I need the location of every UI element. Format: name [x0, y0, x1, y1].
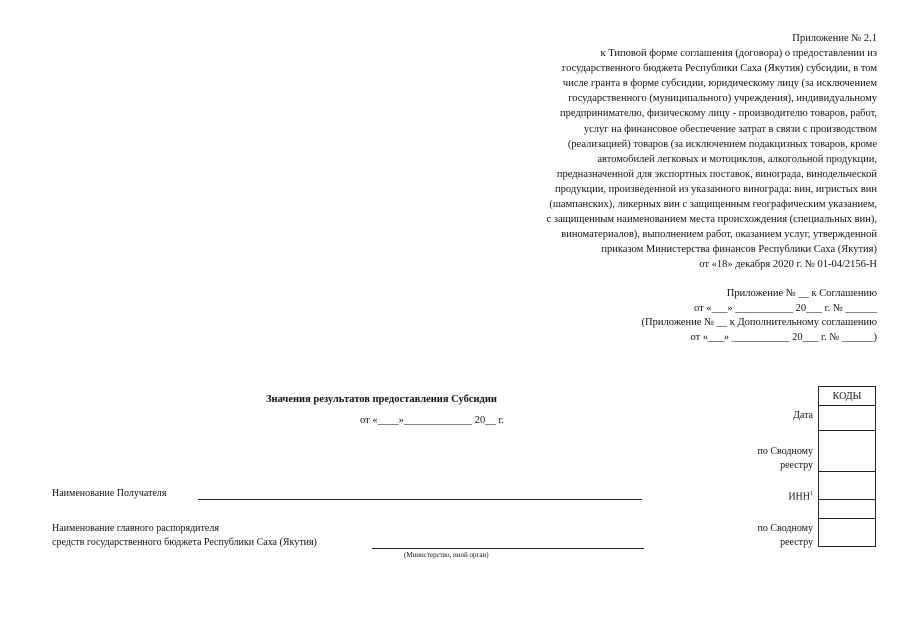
attachment-line: (Приложение № __ к Дополнительному соглашению	[641, 317, 877, 328]
attachment-line: Приложение № __ к Соглашению	[726, 288, 877, 299]
appendix-line: продукции, произведенной из указанного винограда: вин, игристых вин	[555, 183, 877, 195]
date-code-label: Дата	[793, 410, 813, 421]
registry2-code-cell[interactable]	[819, 519, 876, 547]
date-code-cell[interactable]	[819, 406, 876, 431]
agreement-attachment-block	[547, 287, 877, 345]
appendix-line: числе гранта в форме субсидии, юридическому лицу (за исключением	[562, 78, 877, 90]
registry-code-label-line1: по Сводному	[757, 446, 813, 457]
manager-label-line1: Наименование главного распорядителя	[52, 523, 219, 534]
registry-code-label	[758, 445, 813, 473]
codes-table	[818, 386, 876, 547]
recipient-label: Наименование Получателя	[52, 488, 167, 499]
manager-caption: (Министерство, иной орган)	[404, 551, 489, 559]
registry2-code-label-line1: по Сводному	[757, 523, 813, 534]
appendix-line: к Типовой форме соглашения (договора) о предоставлении из	[600, 48, 877, 60]
appendix-line: (реализацией) товаров (за исключением подакцизных товаров, кроме	[567, 138, 877, 150]
blank-code-cell[interactable]	[819, 500, 876, 519]
appendix-line: от «18» декабря 2020 г. № 01-04/2156-Н	[699, 259, 877, 271]
inn-code-cell[interactable]	[819, 472, 876, 500]
appendix-line: приказом Министерства финансов Республики Саха (Якутия)	[601, 244, 877, 256]
manager-label-line2: средств государственного бюджета Республики Саха (Якутия)	[52, 537, 317, 548]
appendix-line: (шампанских), ликерных вин с защищенным географическим указанием,	[549, 199, 877, 211]
form-date[interactable]: от «____»_____________ 20__ г.	[360, 415, 505, 426]
attachment-line: от «___» ___________ 20___ г. № ______	[694, 302, 877, 314]
appendix-line: государственного бюджета Республики Саха (Якутия) субсидии, в том	[562, 63, 877, 75]
appendix-line: виноматериалов), выполнением работ, оказанием услуг, утвержденной	[561, 229, 877, 241]
appendix-line: Приложение № 2.1	[792, 33, 877, 44]
appendix-header	[417, 31, 877, 273]
appendix-line: услуг на финансовое обеспечение затрат в связи с производством	[583, 123, 877, 135]
registry2-code-label	[758, 522, 813, 550]
registry2-code-label-line2: реестру	[780, 537, 813, 548]
appendix-line: автомобилей легковых и мотоциклов, алкогольной продукции,	[597, 153, 877, 165]
registry-code-cell[interactable]	[819, 431, 876, 472]
appendix-line: с защищенным наименованием места происхождения (специальных вин),	[546, 214, 877, 226]
form-title: Значения результатов предоставления Субсидии	[266, 394, 497, 405]
appendix-line: государственного (муниципального) учреждения), индивидуальному	[568, 93, 877, 105]
inn-label-text: ИНН	[788, 491, 810, 503]
appendix-line: предпринимателю, физическому лицу - производителю товаров, работ,	[560, 108, 877, 120]
appendix-line: предназначенной для экспортных поставок, винограда, винодельческой	[556, 168, 877, 180]
inn-footnote-mark: 1	[810, 491, 813, 497]
manager-field[interactable]	[372, 548, 644, 549]
recipient-field[interactable]	[198, 499, 642, 500]
attachment-line: от «___» ___________ 20___ г. № ______)	[690, 331, 877, 343]
codes-header: КОДЫ	[819, 387, 876, 406]
registry-code-label-line2: реестру	[780, 460, 813, 471]
inn-code-label	[788, 487, 813, 504]
